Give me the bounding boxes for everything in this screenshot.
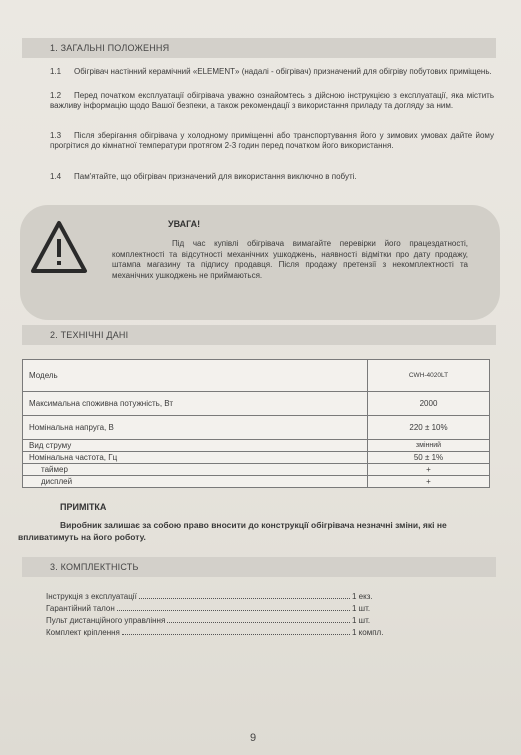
section-header-technical: 2. ТЕХНІЧНІ ДАНІ — [22, 325, 496, 345]
paragraph-number: 1.1 — [50, 67, 62, 76]
item-qty: 1 компл. — [352, 628, 384, 637]
paragraph-1-4 — [22, 172, 494, 182]
spec-value: 220 ± 10% — [368, 416, 490, 440]
spec-value: CWH-4020LT — [368, 360, 490, 392]
paragraph-1-2 — [22, 91, 494, 111]
list-item — [46, 616, 396, 628]
paragraph-1-3 — [22, 131, 494, 151]
paragraph-number: 1.2 — [50, 91, 62, 100]
spec-label: Номінальна напруга, В — [23, 416, 368, 440]
note-title: ПРИМІТКА — [60, 502, 107, 512]
specs-table — [22, 359, 490, 488]
warning-text: Під час купівлі обігрівача вимагайте перевірки його працездатності, комплектності та відсутності механічних ушкоджень, наявності відмітки про дату продажу, штампа магазину та підпису продавця. Після продажу претензії з некомплектності та механічних ушкоджень не приймаються. — [112, 239, 468, 280]
paragraph-text: Обігрівач настінний керамічний «ELEMENT» (надалі - обігрівач) призначений для обігріву побутових приміщень. — [74, 67, 492, 76]
warning-box — [20, 205, 500, 320]
table-row — [23, 440, 490, 452]
page-number: 9 — [250, 732, 257, 744]
note-text: Виробник залишає за собою право вносити до конструкції обігрівача незначні зміни, які не впливатимуть на його роботу. — [18, 520, 447, 542]
spec-label: Модель — [23, 360, 368, 392]
leader-dots — [167, 622, 350, 623]
paragraph-text: Пам'ятайте, що обігрівач призначений для використання виключно в побуті. — [74, 172, 357, 181]
leader-dots — [117, 610, 350, 611]
contents-list — [46, 592, 396, 640]
spec-value: 2000 — [368, 392, 490, 416]
warning-title: УВАГА! — [168, 219, 201, 229]
list-item — [46, 628, 396, 640]
item-name: Пульт дистанційного управління — [46, 616, 166, 625]
table-row — [23, 452, 490, 464]
paragraph-text: Перед початком експлуатації обігрівача уважно ознайомтесь з дійсною інструкцією з експлуатації, яка містить важливу інформацію щодо Вашої безпеки, а також рекомендації з використання приладу та догляду за ним. — [50, 91, 494, 110]
list-item — [46, 592, 396, 604]
table-row — [23, 464, 490, 476]
item-qty: 1 шт. — [352, 616, 371, 625]
leader-dots — [122, 634, 350, 635]
item-name: Гарантійний талон — [46, 604, 115, 613]
item-qty: 1 екз. — [352, 592, 373, 601]
item-name: Комплект кріплення — [46, 628, 120, 637]
list-item — [46, 604, 396, 616]
warning-triangle-icon — [30, 219, 88, 275]
table-row — [23, 392, 490, 416]
spec-label: Вид струму — [23, 440, 368, 452]
spec-label: дисплей — [23, 476, 368, 488]
spec-label: Максимальна споживна потужність, Вт — [23, 392, 368, 416]
table-row — [23, 360, 490, 392]
paragraph-1-1 — [22, 67, 494, 77]
spec-value: + — [368, 464, 490, 476]
spec-label: Номінальна частота, Гц — [23, 452, 368, 464]
spec-value: змінний — [368, 440, 490, 452]
section-header-general: 1. ЗАГАЛЬНІ ПОЛОЖЕННЯ — [22, 38, 496, 58]
table-row — [23, 476, 490, 488]
item-qty: 1 шт. — [352, 604, 371, 613]
paragraph-number: 1.3 — [50, 131, 62, 140]
section-header-contents: 3. КОМПЛЕКТНІСТЬ — [22, 557, 496, 577]
spec-value: + — [368, 476, 490, 488]
item-name: Інструкція з експлуатації — [46, 592, 137, 601]
spec-value: 50 ± 1% — [368, 452, 490, 464]
spec-label: таймер — [23, 464, 368, 476]
paragraph-text: Після зберігання обігрівача у холодному приміщенні або транспортування його у зимових умовах дайте йому прогрітися до кімнатної температури протягом 2-3 годин перед початком його використання. — [50, 131, 494, 150]
leader-dots — [139, 598, 350, 599]
table-row — [23, 416, 490, 440]
paragraph-number: 1.4 — [50, 172, 62, 181]
